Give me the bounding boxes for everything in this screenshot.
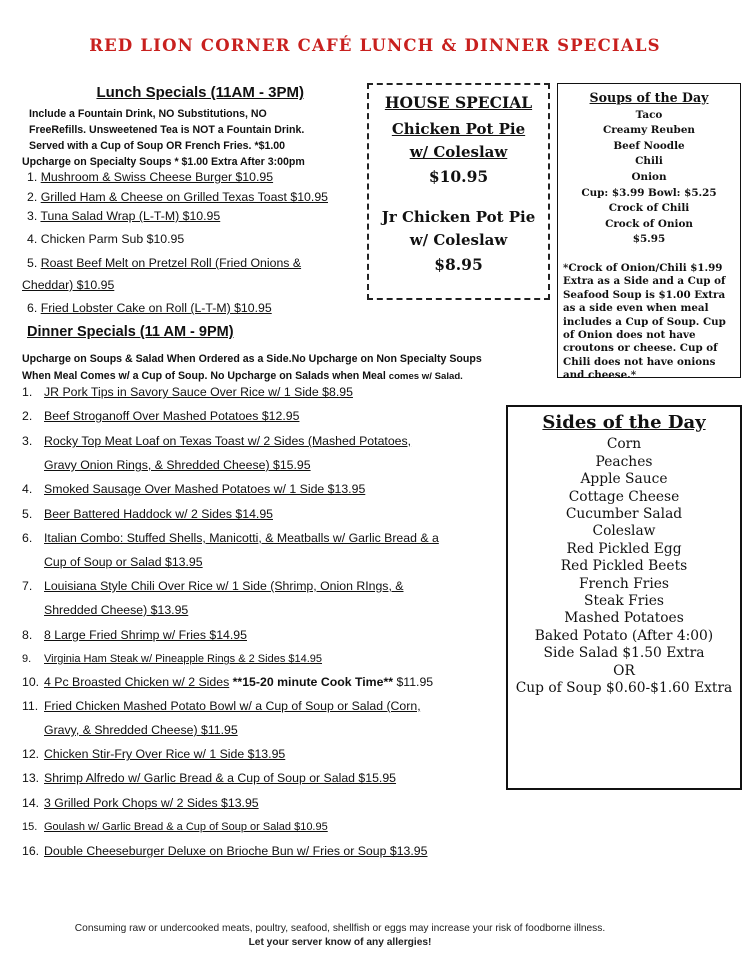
list-item — [22, 409, 299, 423]
side-item: Coleslaw — [592, 523, 656, 540]
item-number: 14. — [22, 796, 40, 810]
house-special-price: $10.95 — [428, 167, 489, 186]
item-number: 15. — [22, 821, 38, 833]
list-item — [27, 190, 328, 204]
list-item — [22, 579, 404, 617]
lunch-heading: Lunch Specials (11AM - 3PM) — [96, 84, 304, 101]
item-text: Grilled Ham & Cheese on Grilled Texas Toast $10.95 — [40, 190, 328, 204]
item-number: 6. — [27, 301, 38, 315]
item-text: Chicken Parm Sub $10.95 — [40, 232, 185, 246]
footer — [0, 922, 680, 950]
list-item — [27, 301, 272, 315]
item-number: 8. — [22, 628, 33, 642]
list-item — [22, 821, 328, 833]
item-text: 8 Large Fried Shrimp w/ Fries $14.95 — [44, 628, 247, 642]
list-item — [22, 507, 273, 521]
item-text: 3 Grilled Pork Chops w/ 2 Sides $13.95 — [44, 796, 259, 810]
item-number: 7. — [22, 579, 33, 593]
item-number: 2. — [22, 409, 33, 423]
side-item: Corn — [606, 436, 642, 453]
soup-item: Chili — [635, 155, 663, 168]
soups-box — [557, 83, 741, 382]
side-item: Peaches — [595, 453, 653, 470]
house-special-item — [369, 206, 548, 252]
dinner-note — [22, 351, 562, 385]
item-number: 4. — [22, 482, 33, 496]
item-text: Shrimp Alfredo w/ Garlic Bread & a Cup of Soup or Salad $15.95 — [44, 771, 397, 785]
item-number: 3. — [27, 209, 38, 223]
item-number: 2. — [27, 190, 38, 204]
item-text: JR Pork Tips in Savory Sauce Over Rice w/ 1 Side $8.95 — [44, 385, 353, 399]
item-text: Virginia Ham Steak w/ Pineapple Rings & 2 Sides $14.95 — [44, 653, 323, 665]
item-text-cont: Shredded Cheese) $13.95 — [44, 603, 189, 617]
side-item: Red Pickled Beets — [560, 558, 688, 575]
item-text-cont: Gravy, & Shredded Cheese) $11.95 — [44, 723, 238, 737]
item-text-cont: Cup of Soup or Salad $13.95 — [44, 555, 203, 569]
side-item: Cottage Cheese — [568, 488, 680, 505]
list-item — [27, 256, 301, 270]
soup-item: Crock of Chili — [608, 202, 690, 215]
list-item — [22, 434, 412, 472]
sides-heading: Sides of the Day — [542, 412, 706, 433]
list-item — [22, 385, 353, 399]
item-text: Fried Chicken Mashed Potato Bowl w/ a Cup of Soup or Salad (Corn, — [44, 699, 421, 713]
list-item — [27, 170, 273, 184]
item-text-bold: **15-20 minute Cook Time** — [229, 675, 394, 689]
list-item — [22, 653, 322, 665]
item-line: Jr Chicken Pot Pie — [381, 208, 536, 226]
page-title: RED LION CORNER CAFÉ LUNCH & DINNER SPECIALS — [89, 36, 661, 55]
soups-heading: Soups of the Day — [589, 90, 709, 105]
item-line: w/ Coleslaw — [409, 143, 508, 161]
dinner-heading: Dinner Specials (11 AM - 9PM) — [27, 324, 234, 340]
lunch-note-line: FreeRefills. Unsweetened Tea is NOT a Fountain Drink. — [29, 124, 305, 136]
item-text: Louisiana Style Chili Over Rice w/ 1 Side (Shrimp, Onion RIngs, & — [44, 579, 404, 593]
dinner-note-small: comes w/ Salad. — [388, 371, 463, 382]
house-special-box — [367, 83, 550, 300]
side-item: Cup of Soup $0.60-$1.60 Extra — [515, 680, 733, 697]
list-item — [27, 232, 184, 246]
list-item — [22, 796, 259, 810]
item-text: Rocky Top Meat Loaf on Texas Toast w/ 2 Sides (Mashed Potatoes, — [44, 434, 412, 448]
item-number: 16. — [22, 844, 40, 858]
dinner-note-line: Upcharge on Soups & Salad When Ordered as a Side.No Upcharge on Non Specialty Soups — [22, 353, 482, 365]
side-item: Side Salad $1.50 Extra — [543, 645, 705, 662]
item-number: 1. — [27, 170, 38, 184]
sides-box — [506, 405, 742, 790]
item-text-cont: Gravy Onion Rings, & Shredded Cheese) $15.95 — [44, 458, 311, 472]
item-number: 9. — [22, 653, 32, 665]
list-item — [22, 844, 427, 858]
item-text: Chicken Stir-Fry Over Rice w/ 1 Side $13.95 — [44, 747, 286, 761]
item-number: 12. — [22, 747, 40, 761]
soup-item: Crock of Onion — [605, 217, 693, 230]
item-number: 13. — [22, 771, 40, 785]
item-line: Chicken Pot Pie — [391, 120, 526, 138]
list-item — [22, 482, 365, 496]
soup-item: Onion — [631, 170, 667, 183]
item-number: 10. — [22, 675, 40, 689]
soup-item: $5.95 — [632, 233, 666, 246]
side-item: Red Pickled Egg — [566, 540, 682, 557]
soup-item: Cup: $3.99 Bowl: $5.25 — [581, 186, 717, 199]
house-special-price: $8.95 — [434, 255, 483, 274]
item-text: Smoked Sausage Over Mashed Potatoes w/ 1 Side $13.95 — [44, 482, 366, 496]
item-text-price: $11.95 — [393, 675, 434, 689]
footer-allergy-note: Let your server know of any allergies! — [248, 937, 432, 948]
lunch-note-line: Upcharge on Specialty Soups * $1.00 Extra After 3:00pm — [22, 156, 305, 168]
item-text: Goulash w/ Garlic Bread & a Cup of Soup or Salad $10.95 — [44, 821, 328, 833]
side-item: French Fries — [578, 575, 670, 592]
item-number: 5. — [27, 256, 38, 270]
item-text: Mushroom & Swiss Cheese Burger $10.95 — [40, 170, 274, 184]
list-item — [22, 531, 439, 569]
item-text: Cheddar) $10.95 — [22, 278, 115, 292]
item-number: 5. — [22, 507, 33, 521]
side-item: Mashed Potatoes — [564, 610, 684, 627]
lunch-note-line: Include a Fountain Drink, NO Substitutions, NO — [29, 108, 267, 120]
item-text: Double Cheeseburger Deluxe on Brioche Bun w/ Fries or Soup $13.95 — [44, 844, 428, 858]
list-item — [22, 699, 421, 737]
list-item — [22, 675, 433, 689]
soup-item: Beef Noodle — [613, 139, 685, 152]
footer-disclaimer: Consuming raw or undercooked meats, poultry, seafood, shellfish or eggs may increase your risk of foodborne illness. — [74, 923, 606, 934]
item-text: Italian Combo: Stuffed Shells, Manicotti, & Meatballs w/ Garlic Bread & a — [44, 531, 439, 545]
side-item: Baked Potato (After 4:00) — [534, 627, 714, 644]
list-item — [22, 278, 114, 292]
list-item — [22, 747, 285, 761]
side-item: Steak Fries — [584, 593, 664, 610]
item-number: 11. — [22, 699, 39, 713]
house-special-item — [369, 118, 548, 164]
list-item — [27, 209, 220, 223]
house-special-heading: HOUSE SPECIAL — [384, 93, 533, 112]
item-line: w/ Coleslaw — [409, 231, 508, 249]
side-item: Apple Sauce — [580, 471, 668, 488]
item-text: Fried Lobster Cake on Roll (L-T-M) $10.95 — [40, 301, 272, 315]
item-number: 4. — [27, 232, 38, 246]
lunch-note — [22, 106, 366, 170]
item-text: Beef Stroganoff Over Mashed Potatoes $12.95 — [44, 409, 300, 423]
item-number: 1. — [22, 385, 33, 399]
item-text: Tuna Salad Wrap (L-T-M) $10.95 — [40, 209, 221, 223]
item-text: Roast Beef Melt on Pretzel Roll (Fried Onions & — [40, 256, 302, 270]
soups-note: *Crock of Onion/Chili $1.99 Extra as a Side and a Cup of Seafood Soup is $1.00 Extra as a side even when meal includes a Cup of Soup. Cup of Onion does not have croutons or cheese. Cup of Chili does not have onions and cheese.* — [563, 261, 726, 382]
item-text: Beer Battered Haddock w/ 2 Sides $14.95 — [44, 507, 273, 521]
soup-item: Taco — [635, 108, 663, 121]
soup-item: Creamy Reuben — [603, 124, 695, 137]
dinner-note-line: When Meal Comes w/ a Cup of Soup. No Upcharge on Salads when Meal — [22, 370, 386, 382]
side-item: OR — [613, 662, 635, 679]
item-text: 4 Pc Broasted Chicken w/ 2 Sides — [44, 675, 230, 689]
list-item — [22, 628, 247, 642]
item-number: 6. — [22, 531, 33, 545]
item-number: 3. — [22, 434, 33, 448]
lunch-note-line: Served with a Cup of Soup OR French Fries. *$1.00 — [29, 140, 286, 152]
list-item — [22, 771, 396, 785]
side-item: Cucumber Salad — [565, 506, 683, 523]
